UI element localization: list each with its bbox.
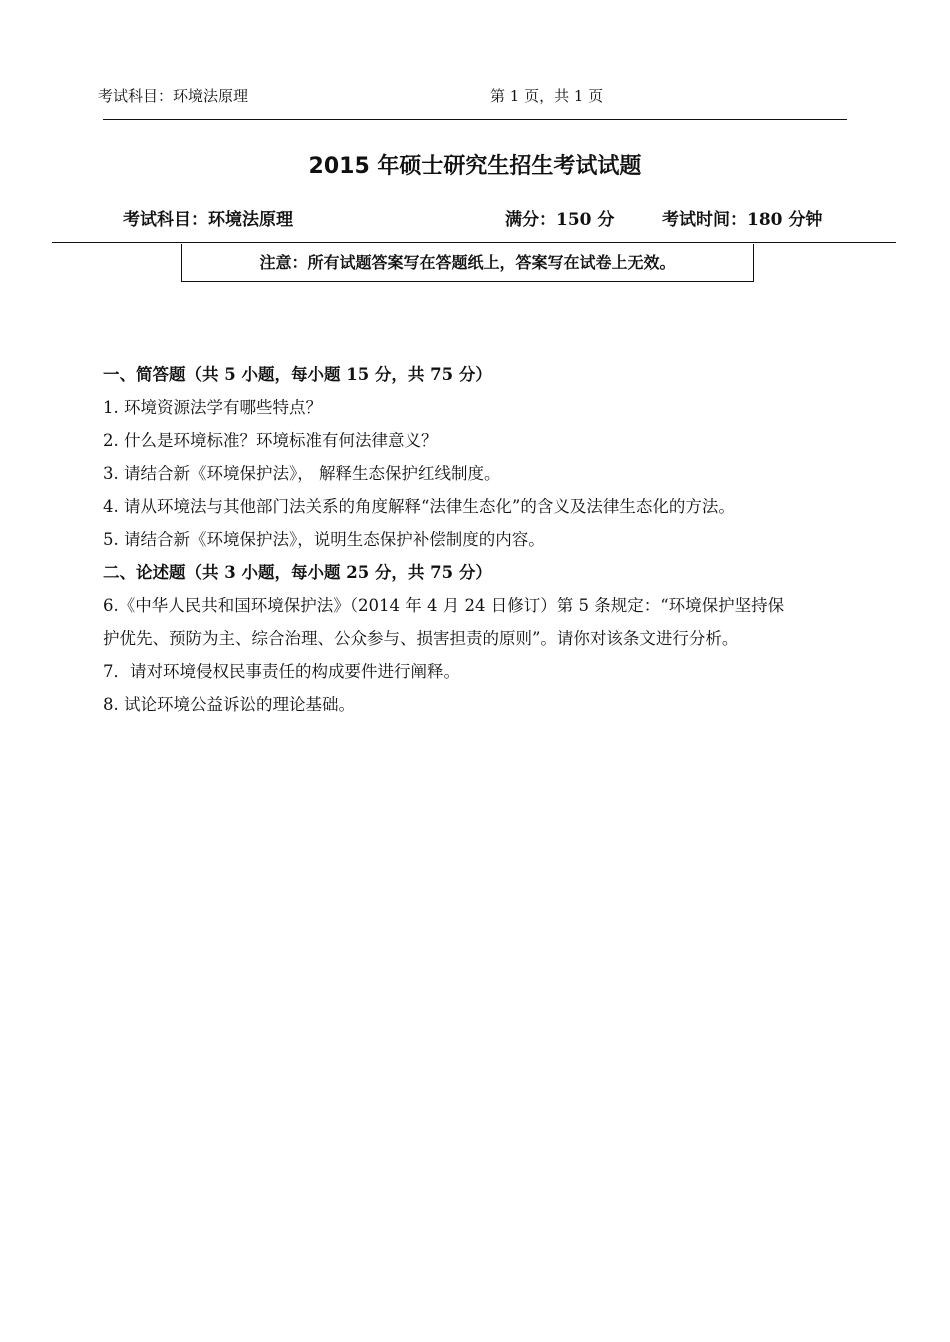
question-8: 8. 试论环境公益诉讼的理论基础。 — [103, 695, 355, 714]
section-essay-heading: 二、论述题（共 3 小题，每小题 25 分，共 75 分） — [103, 563, 492, 582]
questions-content — [103, 358, 853, 721]
notice-box — [181, 244, 754, 282]
question-2: 2. 什么是环境标准？环境标准有何法律意义？ — [103, 431, 438, 450]
question-5: 5. 请结合新《环境保护法》，说明生态保护补偿制度的内容。 — [103, 530, 545, 549]
question-7: 7．请对环境侵权民事责任的构成要件进行阐释。 — [103, 662, 460, 681]
question-4: 4. 请从环境法与其他部门法关系的角度解释“法律生态化”的含义及法律生态化的方法。 — [103, 497, 735, 516]
question-6-line-2: 护优先、预防为主、综合治理、公众参与、损害担责的原则”。请你对该条文进行分析。 — [103, 629, 739, 648]
notice-text: 注意：所有试题答案写在答题纸上，答案写在试卷上无效。 — [259, 253, 676, 272]
exam-subject: 考试科目：环境法原理 — [123, 210, 293, 230]
exam-title: 2015 年硕士研究生招生考试试题 — [308, 154, 642, 179]
question-1: 1. 环境资源法学有哪些特点？ — [103, 398, 322, 417]
question-3: 3. 请结合新《环境保护法》， 解释生态保护红线制度。 — [103, 464, 501, 483]
info-divider — [52, 242, 896, 243]
header-divider — [103, 119, 847, 120]
exam-total-score: 满分：150 分 — [505, 210, 615, 230]
page-header-page-number: 第 1 页，共 1 页 — [490, 87, 604, 105]
page-header-subject: 考试科目：环境法原理 — [98, 87, 249, 105]
exam-duration: 考试时间：180 分钟 — [662, 210, 823, 230]
question-6-line-1: 6.《中华人民共和国环境保护法》（2014 年 4 月 24 日修订）第 5 条规定：“环境保护坚持保 — [103, 596, 785, 615]
section-short-answer-heading: 一、简答题（共 5 小题，每小题 15 分，共 75 分） — [103, 365, 492, 384]
